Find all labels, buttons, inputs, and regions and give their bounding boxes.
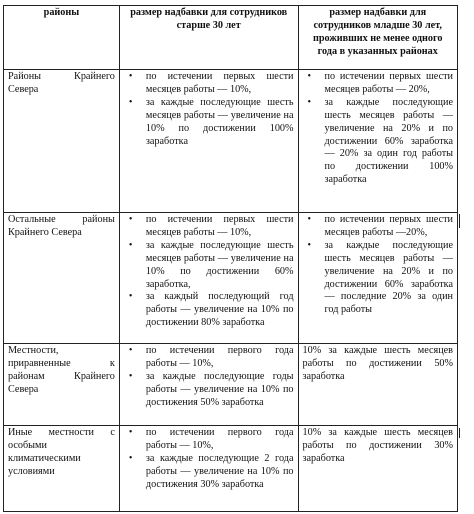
region-name: Районы Крайнего Севера	[4, 70, 120, 213]
header-younger: размер надбавки для сотрудников младше 30 лет, проживших не менее одного года в указанных районах	[298, 6, 458, 70]
header-regions: районы	[4, 6, 120, 70]
list-item-text: за каждые последующие годы работы — увеличение на 10% по достижения 50% заработка	[145, 370, 294, 408]
list-item	[124, 71, 294, 97]
table-row	[4, 213, 458, 344]
younger-allowance-cell	[298, 344, 458, 426]
bullet-icon: •	[307, 71, 312, 82]
bullet-list	[124, 71, 294, 148]
bullet-list	[303, 71, 454, 187]
page-edge-mark	[459, 214, 460, 228]
list-item-text: за каждый последующий год работы — увеличение на 10% по достижении 80% заработка	[145, 291, 294, 329]
list-item	[124, 291, 294, 330]
younger-allowance-cell	[298, 70, 458, 213]
list-item-text: за каждые последующие шесть месяцев работы — увеличение на 20% и по достижении 60% заработка — последние 20% за один год работы	[324, 239, 453, 316]
bullet-icon: •	[128, 345, 133, 356]
page-edge-mark	[459, 428, 460, 438]
list-item-text: по истечении первых шести месяцев работы —20%,	[324, 214, 453, 238]
list-item-text: по истечении первого года работы — 10%,	[145, 345, 294, 369]
bullet-list	[124, 345, 294, 410]
bullet-icon: •	[128, 291, 133, 303]
list-item	[124, 97, 294, 149]
bullet-icon: •	[128, 239, 133, 251]
list-item	[124, 214, 294, 240]
list-item-text: за каждые последующие шесть месяцев работы — увеличение на 20% и по достижении 60% заработка — 20% за один год работы по достижении 100% заработка	[324, 96, 453, 186]
list-item	[303, 71, 454, 97]
list-item-text: по истечении первых шести месяцев работы — 10%,	[145, 71, 294, 95]
region-name: Местности, приравненные к районам Крайнего Севера	[4, 344, 120, 426]
list-item	[124, 240, 294, 292]
list-item	[124, 453, 294, 492]
list-item-text: за каждые последующие 2 года работы — увеличение на 10% по достижения 30% заработка	[145, 452, 294, 490]
bullet-list	[303, 214, 454, 317]
list-item	[124, 427, 294, 453]
bullet-icon: •	[128, 214, 133, 225]
list-item	[303, 97, 454, 187]
bullet-icon: •	[128, 71, 133, 82]
younger-allowance-cell	[298, 213, 458, 344]
list-item-text: по истечении первого года работы — 10%,	[145, 427, 294, 451]
list-item-text: по истечении первых шести месяцев работы — 20%,	[324, 71, 453, 95]
table-row	[4, 426, 458, 512]
list-item-text: за каждые последующие шесть месяцев работы — увеличение на 10% по достижении 60% заработка,	[145, 239, 294, 290]
list-item	[124, 371, 294, 410]
bullet-icon: •	[307, 96, 312, 108]
table-row	[4, 344, 458, 426]
header-older: размер надбавки для сотрудников старше 30 лет	[119, 6, 298, 70]
header-row	[4, 6, 458, 70]
bullet-icon: •	[307, 239, 312, 251]
older-allowance-cell	[119, 213, 298, 344]
bullet-icon: •	[128, 452, 133, 464]
younger-allowance-cell	[298, 426, 458, 512]
table-row	[4, 70, 458, 213]
region-name: Остальные районы Крайнего Севера	[4, 213, 120, 344]
younger-allowance-text: 10% за каждые шесть месяцев работы по достижении 30% заработка	[302, 427, 453, 464]
list-item	[303, 240, 454, 317]
list-item	[303, 214, 454, 240]
region-name: Иные местности с особыми климатическими условиями	[4, 426, 120, 512]
list-item-text: по истечении первых шести месяцев работы — 10%,	[145, 214, 294, 238]
list-item-text: за каждые последующие шесть месяцев работы — увеличение на 10% по достижении 100% заработка	[145, 96, 294, 147]
bullet-list	[124, 427, 294, 492]
older-allowance-cell	[119, 344, 298, 426]
younger-allowance-text: 10% за каждые шесть месяцев работы по достижении 50% заработка	[302, 345, 453, 382]
bullet-icon: •	[307, 214, 312, 225]
list-item	[124, 345, 294, 371]
table-body	[4, 70, 458, 512]
older-allowance-cell	[119, 426, 298, 512]
allowance-table	[3, 5, 458, 512]
bullet-list	[124, 214, 294, 330]
older-allowance-cell	[119, 70, 298, 213]
bullet-icon: •	[128, 96, 133, 108]
bullet-icon: •	[128, 370, 133, 382]
bullet-icon: •	[128, 427, 133, 438]
